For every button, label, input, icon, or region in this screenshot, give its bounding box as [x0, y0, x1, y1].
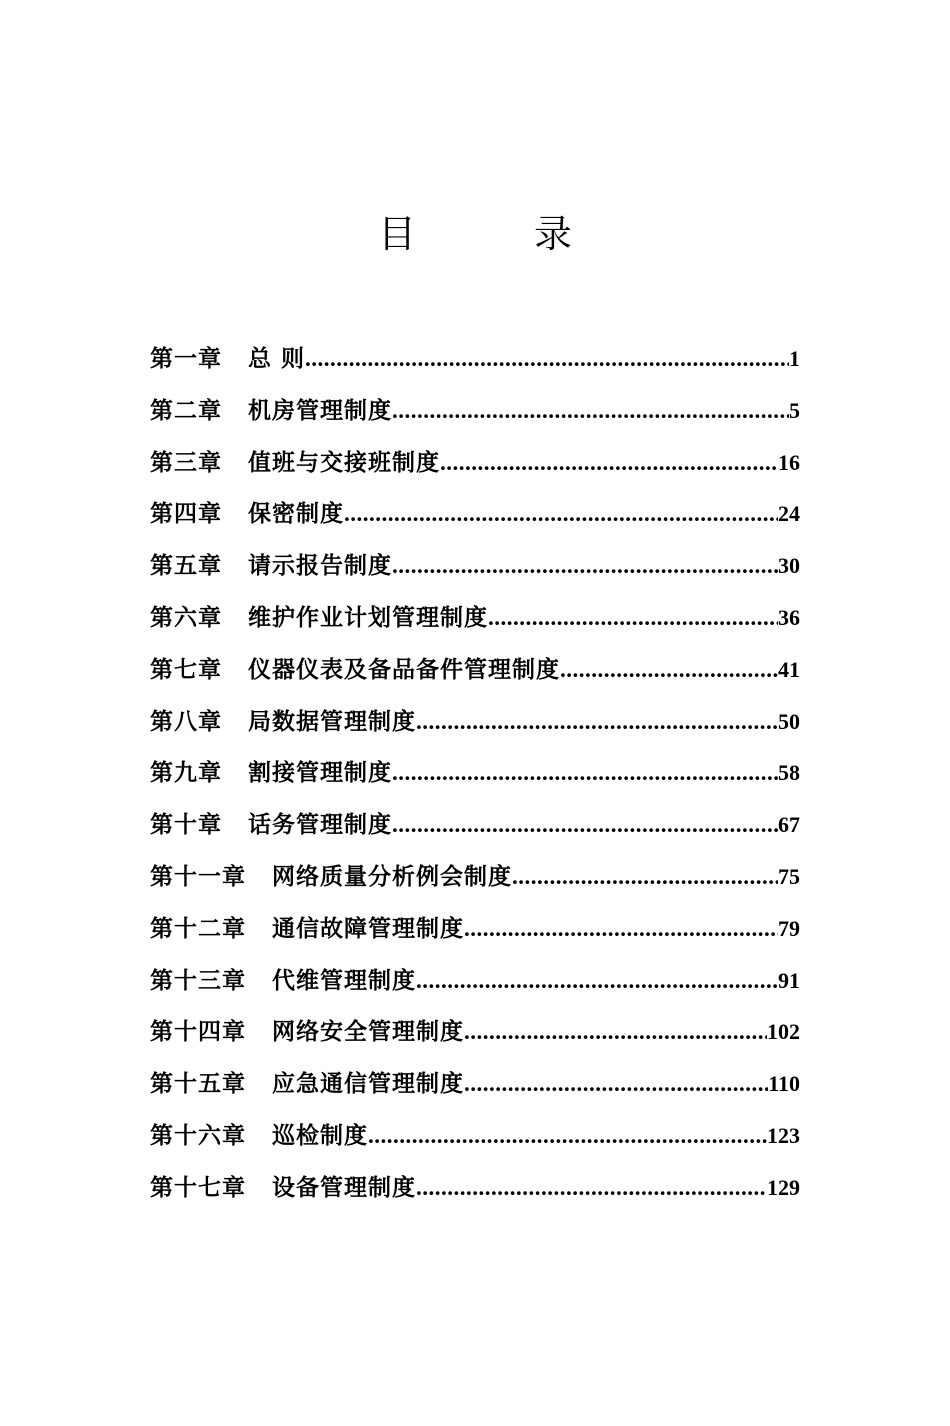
toc-chapter-title: 设备管理制度 [272, 1173, 416, 1201]
toc-chapter-title: 网络质量分析例会制度 [272, 862, 512, 890]
toc-chapter-number: 第六章 [150, 603, 222, 631]
toc-chapter-title: 通信故障管理制度 [272, 914, 464, 942]
toc-chapter-title: 值班与交接班制度 [248, 448, 440, 476]
toc-dot-leader [392, 747, 778, 799]
toc-entry [150, 1162, 800, 1214]
toc-dot-leader [464, 1006, 767, 1058]
toc-page-number: 110 [768, 1071, 800, 1097]
toc-chapter-title: 代维管理制度 [272, 966, 416, 994]
toc-page-number: 50 [778, 708, 800, 734]
toc-chapter-number: 第三章 [150, 448, 222, 476]
toc-chapter-number: 第十三章 [150, 966, 246, 994]
toc-entry [150, 903, 800, 955]
toc-chapter-number: 第十七章 [150, 1173, 246, 1201]
toc-dot-leader [560, 644, 778, 696]
toc-entry [150, 696, 800, 748]
toc-chapter-number: 第十四章 [150, 1018, 246, 1046]
toc-page-number: 30 [778, 553, 800, 579]
toc-dot-leader [440, 437, 778, 489]
toc-dot-leader [368, 1110, 767, 1162]
toc-entry [150, 540, 800, 592]
toc-page-number: 5 [789, 397, 800, 423]
toc-page-number: 123 [767, 1122, 800, 1148]
toc-page-number: 58 [778, 760, 800, 786]
toc-dot-leader [464, 1058, 768, 1110]
toc-chapter-number: 第一章 [150, 345, 222, 372]
toc-dot-leader [344, 488, 778, 540]
toc-chapter-title: 割接管理制度 [248, 759, 392, 787]
toc-page-number: 91 [778, 967, 800, 993]
toc-dot-leader [305, 333, 789, 385]
toc-chapter-number: 第十五章 [150, 1070, 246, 1098]
toc-entry [150, 851, 800, 903]
toc-chapter-number: 第五章 [150, 552, 222, 580]
toc-page-number: 36 [778, 604, 800, 630]
toc-chapter-title: 维护作业计划管理制度 [248, 603, 488, 631]
toc-page-number: 41 [778, 656, 800, 682]
toc-chapter-number: 第十章 [150, 811, 222, 839]
toc-dot-leader [512, 851, 778, 903]
toc-entry [150, 1058, 800, 1110]
toc-chapter-title: 机房管理制度 [248, 396, 392, 424]
toc-page-number: 79 [778, 915, 800, 941]
toc-entry [150, 385, 800, 437]
toc-entry [150, 1110, 800, 1162]
toc-entry [150, 644, 800, 696]
toc-page-number: 75 [778, 863, 800, 889]
toc-chapter-number: 第八章 [150, 707, 222, 735]
toc-chapter-title: 请示报告制度 [248, 552, 392, 580]
toc-chapter-number: 第二章 [150, 396, 222, 424]
toc-chapter-number: 第十六章 [150, 1121, 246, 1149]
toc-heading: 目 录 [377, 212, 612, 256]
toc-entry [150, 1006, 800, 1058]
toc-chapter-number: 第十一章 [150, 862, 246, 890]
toc-page-number: 67 [778, 812, 800, 838]
toc-dot-leader [416, 696, 778, 748]
toc-page-number: 1 [789, 346, 800, 371]
toc-page-number: 16 [778, 449, 800, 475]
toc-chapter-title: 总 则 [248, 345, 306, 372]
toc-chapter-title: 话务管理制度 [248, 811, 392, 839]
toc-chapter-title: 保密制度 [248, 500, 344, 528]
toc-chapter-number: 第七章 [150, 655, 222, 683]
toc-list [150, 333, 800, 1214]
toc-entry [150, 799, 800, 851]
toc-dot-leader [392, 799, 778, 851]
toc-entry [150, 747, 800, 799]
toc-chapter-title: 巡检制度 [272, 1121, 368, 1149]
toc-chapter-number: 第十二章 [150, 914, 246, 942]
toc-entry [150, 333, 800, 385]
toc-page-number: 24 [778, 501, 800, 527]
toc-dot-leader [416, 955, 778, 1007]
toc-dot-leader [392, 540, 778, 592]
toc-entry [150, 592, 800, 644]
toc-chapter-number: 第九章 [150, 759, 222, 787]
toc-dot-leader [488, 592, 778, 644]
toc-entry [150, 955, 800, 1007]
toc-chapter-number: 第四章 [150, 500, 222, 528]
toc-chapter-title: 局数据管理制度 [248, 707, 416, 735]
toc-chapter-title: 应急通信管理制度 [272, 1070, 464, 1098]
toc-chapter-title: 网络安全管理制度 [272, 1018, 464, 1046]
toc-entry [150, 488, 800, 540]
toc-chapter-title: 仪器仪表及备品备件管理制度 [248, 655, 560, 683]
toc-page-number: 102 [767, 1019, 800, 1045]
toc-page-number: 129 [767, 1174, 800, 1200]
toc-dot-leader [392, 385, 789, 437]
toc-entry [150, 437, 800, 489]
toc-dot-leader [416, 1162, 767, 1214]
toc-dot-leader [464, 903, 778, 955]
